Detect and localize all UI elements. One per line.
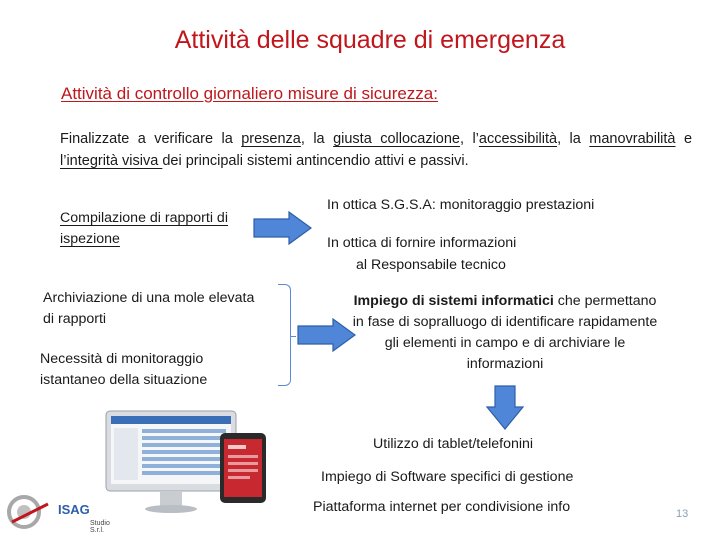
compilazione-rapporti-text: Compilazione di rapporti di ispezione xyxy=(60,210,228,247)
arrow-right-icon xyxy=(253,211,313,245)
intro-text-1: Finalizzate a verificare la xyxy=(60,131,242,147)
tablet-text: Utilizzo di tablet/telefonini xyxy=(373,436,534,452)
archiviazione-text: Archiviazione di una mole elevata di rapporti xyxy=(43,290,255,327)
intro-manovrabilita: manovrabilità xyxy=(589,131,676,147)
impiego-sistemi-text xyxy=(350,291,660,375)
responsabile-tecnico-text: al Responsabile tecnico xyxy=(356,257,506,273)
bracket-divider xyxy=(278,284,291,386)
intro-presenza: presenza xyxy=(241,131,301,147)
isag-logo-text: ISAG xyxy=(58,502,90,517)
necessita-monitoraggio-text: Necessità di monitoraggio istantaneo della situazione xyxy=(40,351,208,388)
devices-illustration xyxy=(100,405,270,525)
intro-text-6: dei principali sistemi antincendio attivi e passivi. xyxy=(162,153,469,169)
software-text: Impiego di Software specifici di gestione xyxy=(321,469,574,485)
piattaforma-text: Piattaforma internet per condivisione info xyxy=(313,499,571,515)
arrow-right-icon-2 xyxy=(297,318,357,352)
slide-subtitle: Attività di controllo giornaliero misure di sicurezza: xyxy=(61,84,438,103)
slide-title: Attività delle squadre di emergenza xyxy=(174,26,566,54)
intro-text-2: , la xyxy=(300,131,334,147)
intro-integrita: l’integrità visiva xyxy=(60,153,163,169)
bracket-tick xyxy=(290,336,296,337)
intro-text-5: e xyxy=(675,131,693,147)
impiego-sistemi-rest: che permettano in fase di sopralluogo di identificare rapidamente gli elementi in campo e di archiviare le informazioni xyxy=(352,293,658,372)
impiego-sistemi-bold: Impiego di sistemi informatici xyxy=(353,293,554,309)
arrow-down-icon xyxy=(486,385,524,431)
isag-logo-mark-icon xyxy=(4,492,56,532)
intro-text-4: , la xyxy=(557,131,590,147)
isag-logo-subtext: Studio S.r.l. xyxy=(90,520,110,534)
fornire-informazioni-text: In ottica di fornire informazioni xyxy=(327,235,517,251)
page-number: 13 xyxy=(676,508,689,520)
intro-paragraph xyxy=(60,128,692,172)
intro-collocazione: giusta collocazione xyxy=(333,131,460,147)
isag-logo xyxy=(4,492,124,536)
intro-text-3: , l’ xyxy=(460,131,479,147)
intro-accessibilita: accessibilità xyxy=(478,131,558,147)
sgsa-text: In ottica S.G.S.A: monitoraggio prestazioni xyxy=(327,197,595,213)
